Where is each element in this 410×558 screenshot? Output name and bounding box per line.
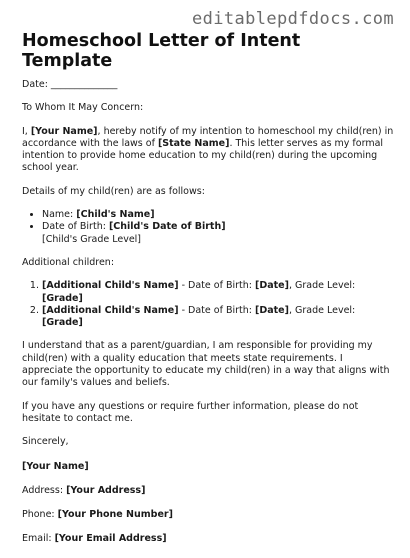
contact-paragraph: If you have any questions or require further information, please do not hesitate to contact me. (22, 400, 359, 424)
child-name-label: Name: (42, 209, 77, 221)
intro-text-1: I, (22, 125, 31, 137)
grade-label: , Grade Level: (288, 304, 356, 316)
dob-label: - Date of Birth: (178, 304, 255, 316)
grade-label: , Grade Level: (288, 280, 356, 292)
additional-children-list (22, 280, 394, 329)
child-dob-item (42, 221, 394, 233)
email-line (22, 533, 394, 545)
responsibility-paragraph: I understand that as a parent/guardian, I am responsible for providing my child(ren) with a quality education that meets state requirements. I appreciate the opportunity to educate my child(ren) in a way that aligns with our family's values and beliefs. (22, 340, 390, 389)
letter-title: Homeschool Letter of Intent Template (22, 31, 301, 71)
date-line: Date: ______________ (22, 79, 118, 90)
email-label: Email: (22, 533, 55, 545)
grade-placeholder: [Grade] (42, 292, 83, 304)
address-line (22, 485, 394, 497)
child-name-placeholder: [Child's Name] (76, 209, 155, 221)
details-heading: Details of my child(ren) are as follows: (22, 185, 205, 197)
email-placeholder: [Your Email Address] (54, 533, 167, 545)
dob-label: - Date of Birth: (178, 280, 255, 292)
additional-child-item (42, 305, 394, 330)
intro-text-3: . This letter serves as my formal intention to provide home education to my child(ren) during the upcoming school year. (22, 137, 384, 174)
your-name-placeholder: [Your Name] (30, 125, 98, 137)
address-label: Address: (22, 484, 67, 496)
additional-child-item (42, 280, 394, 305)
address-placeholder: [Your Address] (66, 484, 146, 496)
dob-placeholder: [Date] (254, 304, 289, 316)
additional-children-heading: Additional children: (22, 256, 115, 268)
child-grade-level: [Child's Grade Level] (42, 233, 142, 245)
signature-name-placeholder: [Your Name] (22, 460, 89, 472)
closing: Sincerely, (22, 436, 69, 448)
additional-child-name: [Additional Child's Name] (42, 304, 179, 316)
intro-text-2: , hereby notify of my intention to homeschool my child(ren) in accordance with the laws of (22, 125, 394, 149)
phone-placeholder: [Your Phone Number] (57, 509, 173, 521)
child-dob-placeholder: [Child's Date of Birth] (108, 221, 226, 233)
child-dob-label: Date of Birth: (42, 221, 109, 233)
phone-label: Phone: (22, 509, 58, 521)
signature-name (22, 461, 394, 473)
salutation: To Whom It May Concern: (22, 102, 144, 114)
site-watermark: editablepdfdocs.com (191, 9, 394, 29)
state-name-placeholder: [State Name] (157, 137, 230, 149)
intro-paragraph (22, 126, 394, 175)
child-details-list (22, 209, 394, 234)
dob-placeholder: [Date] (254, 280, 289, 292)
signature-block (22, 436, 394, 545)
additional-child-name: [Additional Child's Name] (42, 280, 179, 292)
phone-line (22, 509, 394, 521)
child-name-item (42, 209, 394, 221)
grade-placeholder: [Grade] (42, 317, 83, 329)
letter-document (22, 31, 394, 558)
